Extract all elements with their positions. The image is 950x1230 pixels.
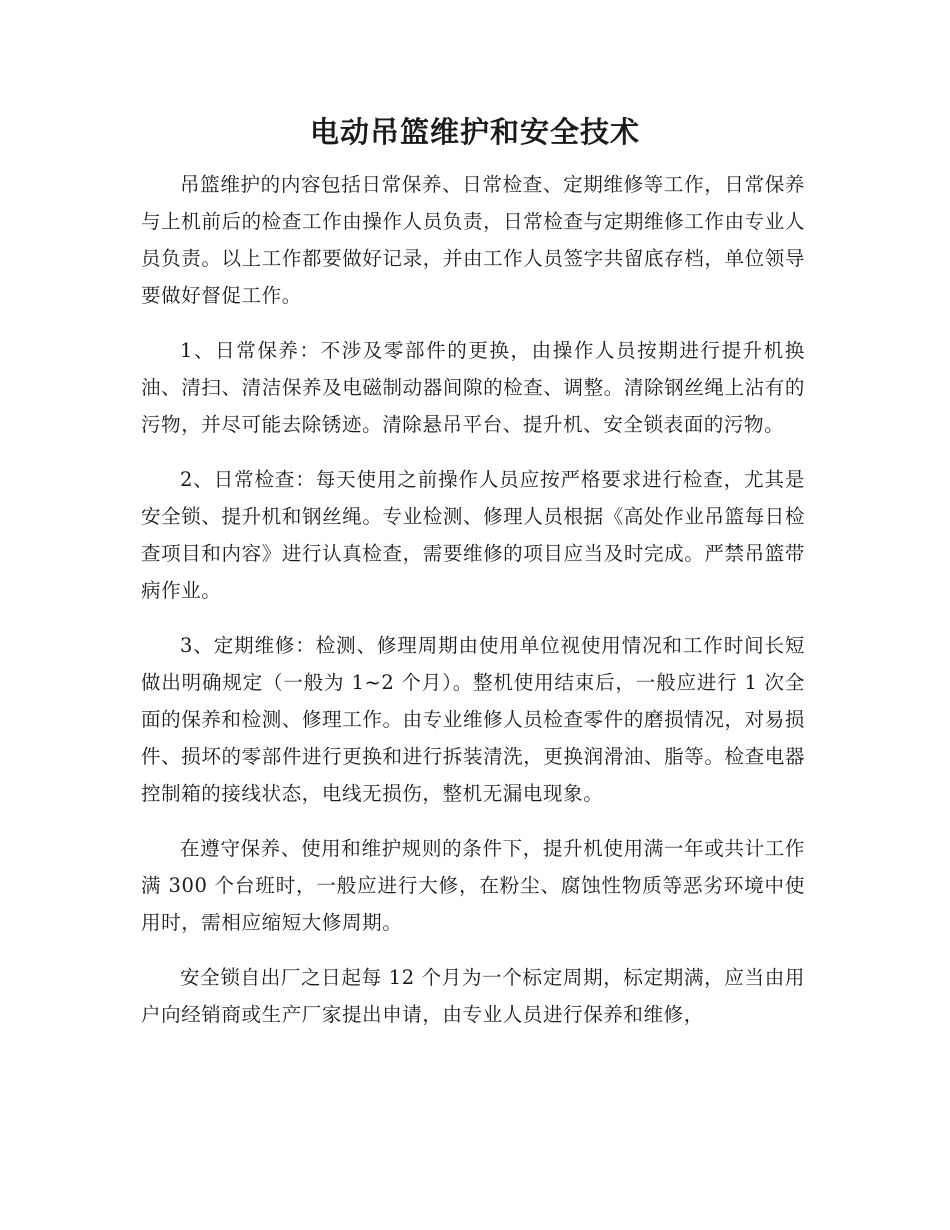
document-body: [141, 166, 805, 1051]
paragraph-daily-inspection: 2、日常检查：每天使用之前操作人员应按严格要求进行检查，尤其是安全锁、提升机和钢丝绳。专业检测、修理人员根据《高处作业吊篮每日检查项目和内容》进行认真检查，需要维修的项目应当及时完成。严禁吊篮带病作业。: [141, 468, 805, 602]
paragraph-daily-maintenance: 1、日常保养：不涉及零部件的更换，由操作人员按期进行提升机换油、清扫、清洁保养及电磁制动器间隙的检查、调整。清除钢丝绳上沾有的污物，并尽可能去除锈迹。清除悬吊平台、提升机、安全锁表面的污物。: [141, 339, 805, 436]
paragraph-overhaul: 在遵守保养、使用和维护规则的条件下，提升机使用满一年或共计工作满 300 个台班时，一般应进行大修，在粉尘、腐蚀性物质等恶劣环境中使用时，需相应缩短大修周期。: [141, 837, 805, 934]
paragraph-intro: 吊篮维护的内容包括日常保养、日常检查、定期维修等工作，日常保养与上机前后的检查工作由操作人员负责，日常检查与定期维修工作由专业人员负责。以上工作都要做好记录，并由工作人员签字共留底存档，单位领导要做好督促工作。: [141, 173, 805, 307]
paragraph-periodic-repair: 3、定期维修：检测、修理周期由使用单位视使用情况和工作时间长短做出明确规定（一般为 1~2 个月）。整机使用结束后，一般应进行 1 次全面的保养和检测、修理工作。由专业维修人员检查零件的磨损情况，对易损件、损坏的零部件进行更换和进行拆装清洗，更换润滑油、脂等。检查电器控制箱的接线状态，电线无损伤，整机无漏电现象。: [141, 634, 805, 805]
paragraph-safety-lock: 安全锁自出厂之日起每 12 个月为一个标定周期，标定期满，应当由用户向经销商或生产厂家提出申请，由专业人员进行保养和维修，: [141, 966, 805, 1026]
document-title: 电动吊篮维护和安全技术: [309, 115, 640, 149]
